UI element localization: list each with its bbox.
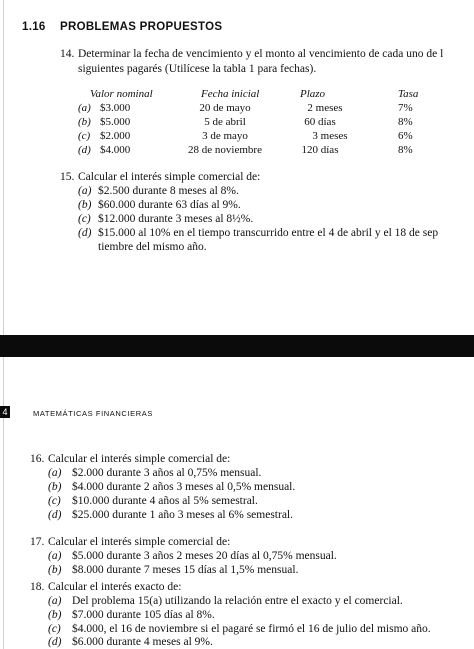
page-number: 4	[0, 406, 10, 418]
row-fecha: 20 de mayo	[199, 102, 251, 114]
problem-18-intro: Calcular el interés exacto de:	[48, 581, 182, 593]
problem-15-number: 15.	[60, 171, 75, 183]
row-fecha: 3 de mayo	[202, 130, 248, 142]
problem-14-line-2: siguientes pagarés (Utilícese la tabla 1 para fechas).	[78, 63, 317, 75]
row-tasa: 7%	[398, 102, 413, 114]
row-valor: $4.000	[100, 144, 131, 156]
row-plazo: 120 días	[301, 144, 339, 156]
row-tasa: 8%	[398, 144, 413, 156]
table-header-valor: Valor nominal	[90, 88, 153, 100]
table-header-tasa: Tasa	[398, 88, 419, 100]
problem-18-number: 18.	[30, 581, 45, 593]
page-divider-band	[0, 335, 474, 357]
problem-17-number: 17.	[30, 536, 45, 548]
table-header-plazo: Plazo	[300, 88, 326, 100]
item-label: (d)	[78, 227, 92, 239]
table-header-fecha: Fecha inicial	[201, 88, 260, 100]
running-head: MATEMÁTICAS FINANCIERAS	[33, 409, 153, 418]
row-fecha: 28 de noviembre	[188, 144, 262, 156]
row-plazo: 2 meses	[307, 102, 343, 114]
row-valor: $3.000	[100, 102, 131, 114]
item-label: (d)	[48, 509, 62, 521]
item-label: (b)	[48, 564, 62, 576]
item-label: (c)	[48, 623, 61, 635]
item-text: $6.000 durante 4 meses al 9%.	[72, 636, 213, 648]
section-number: 1.16	[22, 21, 46, 33]
item-label: (b)	[48, 609, 62, 621]
problem-15-continuation: tiembre del mismo año.	[98, 241, 207, 253]
row-valor: $2.000	[100, 130, 131, 142]
row-label: (d)	[78, 144, 91, 156]
item-label: (a)	[78, 185, 92, 197]
item-text: $25.000 durante 1 año 3 meses al 6% semestral.	[72, 509, 293, 521]
problem-16-number: 16.	[30, 453, 45, 465]
item-label: (a)	[48, 550, 62, 562]
item-text: $12.000 durante 3 meses al 8½%.	[98, 213, 254, 225]
row-label: (b)	[78, 116, 91, 128]
item-text: $60.000 durante 63 días al 9%.	[98, 199, 241, 211]
item-label: (c)	[48, 495, 61, 507]
item-text: $10.000 durante 4 años al 5% semestral.	[72, 495, 258, 507]
item-text: $2.000 durante 3 años al 0,75% mensual.	[72, 467, 262, 479]
row-label: (a)	[78, 102, 91, 114]
problem-16-intro: Calcular el interés simple comercial de:	[48, 453, 231, 465]
problem-14-line-1: Determinar la fecha de vencimiento y el monto al vencimiento de cada uno de l	[78, 48, 444, 60]
item-label: (a)	[48, 595, 62, 607]
item-label: (a)	[48, 467, 62, 479]
item-text: $15.000 al 10% en el tiempo transcurrido entre el 4 de abril y el 18 de sep	[98, 227, 439, 239]
problem-14-number: 14.	[60, 48, 75, 60]
item-text: Del problema 15(a) utilizando la relación entre el exacto y el comercial.	[72, 595, 403, 607]
item-text: $4.000, el 16 de noviembre si el pagaré se firmó el 16 de julio del mismo año.	[72, 623, 431, 635]
item-label: (b)	[48, 481, 62, 493]
item-text: $5.000 durante 3 años 2 meses 20 días al 0,75% mensual.	[72, 550, 337, 562]
row-fecha: 5 de abril	[204, 116, 246, 128]
page-edge-rule	[3, 0, 4, 649]
item-text: $7.000 durante 105 días al 8%.	[72, 609, 215, 621]
problem-17-intro: Calcular el interés simple comercial de:	[48, 536, 231, 548]
item-text: $8.000 durante 7 meses 15 días al 1,5% mensual.	[72, 564, 299, 576]
row-tasa: 6%	[398, 130, 413, 142]
row-tasa: 8%	[398, 116, 413, 128]
item-label: (c)	[78, 213, 91, 225]
problem-15-intro: Calcular el interés simple comercial de:	[78, 171, 261, 183]
section-title: PROBLEMAS PROPUESTOS	[60, 21, 223, 33]
item-text: $4.000 durante 2 años 3 meses al 0,5% mensual.	[72, 481, 296, 493]
item-label: (b)	[78, 199, 92, 211]
row-label: (c)	[78, 130, 91, 142]
item-text: $2.500 durante 8 meses al 8%.	[98, 185, 239, 197]
item-label: (d)	[48, 636, 62, 648]
row-plazo: 3 meses	[312, 130, 348, 142]
row-valor: $5.000	[100, 116, 131, 128]
row-plazo: 60 días	[304, 116, 336, 128]
